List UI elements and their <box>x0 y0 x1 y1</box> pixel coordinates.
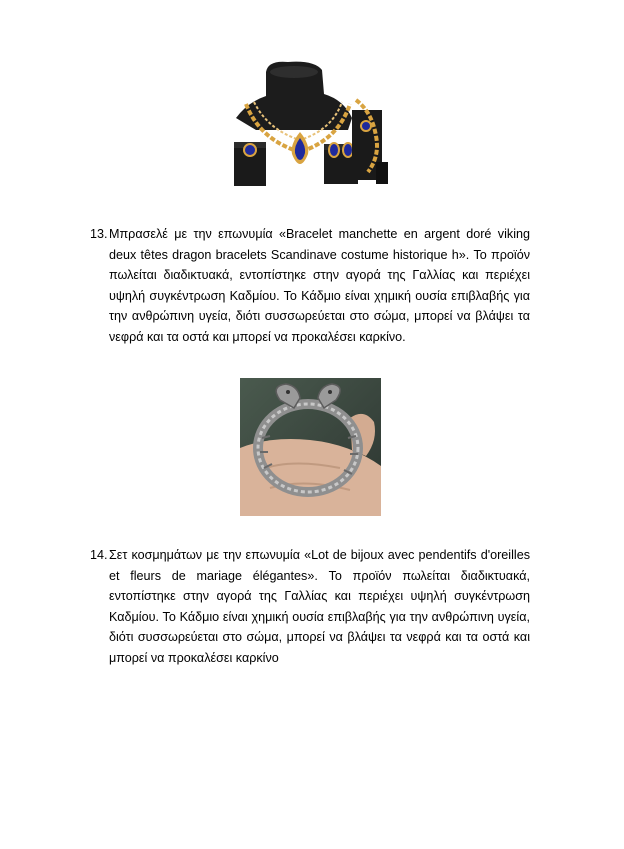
item-text: Μπρασελέ με την επωνυμία «Bracelet manchette en argent doré viking deux têtes dragon bracelets Scandinave costume historique h». Το προϊόν πωλείται διαδικτυακά, εντοπίστηκε στην αγορά της Γαλλίας και περιέχει υψηλή συγκέντρωση Καδμίου. Το Κάδμιο είναι χημική ουσία επιβλαβής για την ανθρώπινη υγεία, διότι συσσωρεύεται στο σώμα, μπορεί να βλάψει τα νεφρά και τα οστά και μπορεί να προκαλέσει καρκίνο. <box>109 227 530 344</box>
dragon-bracelet-photo <box>240 378 381 516</box>
item-number: 14. <box>90 548 108 562</box>
list-item <box>90 224 530 348</box>
list-item <box>90 545 530 669</box>
jewelry-set-photo <box>226 60 396 192</box>
item-text: Σετ κοσμημάτων με την επωνυμία «Lot de bijoux avec pendentifs d'oreilles et fleurs de mariage élégantes». Το προϊόν πωλείται διαδικτυακά, εντοπίστηκε στην αγορά της Γαλλίας και περιέχει υψηλή συγκέντρωση Καδμίου. Το Κάδμιο είναι χημική ουσία επιβλαβής για την ανθρώπινη υγεία, διότι συσσωρεύεται στο σώμα, μπορεί να βλάψει τα νεφρά και τα οστά και μπορεί να προκαλέσει καρκίνο <box>109 548 530 665</box>
item-number: 13. <box>90 227 108 241</box>
